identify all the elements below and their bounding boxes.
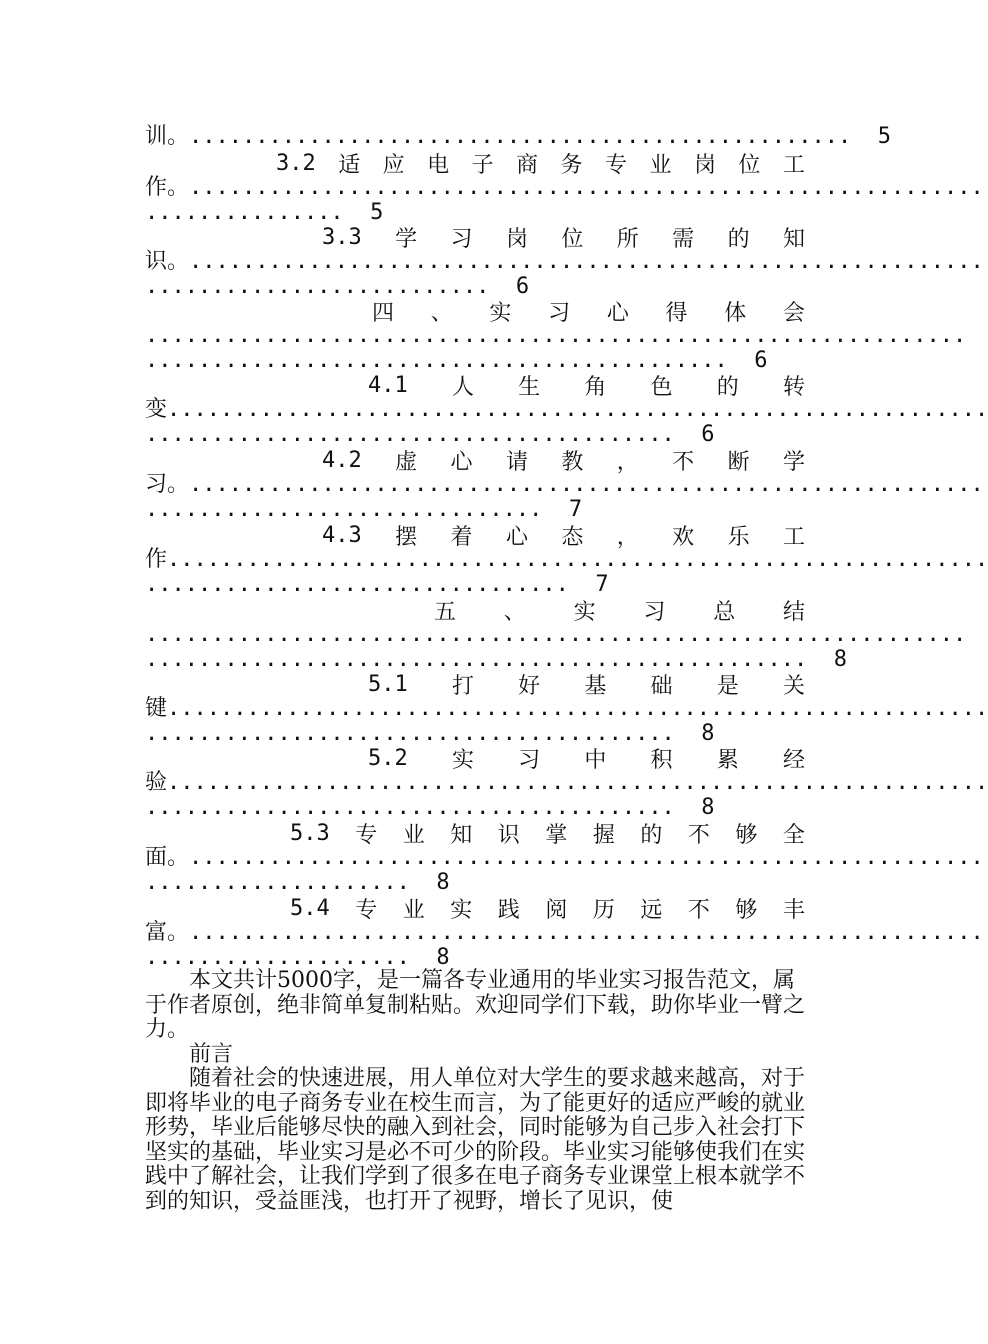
toc-entry-line: 验..............................................................: [145, 770, 988, 795]
toc-heading-3-2: 3.2 适 应 电 子 商 务 专 业 岗 位 工: [276, 150, 805, 178]
toc-heading-section-5: 五 、 实 习 总 结: [434, 599, 805, 625]
toc-heading-5-2: 5.2 实 习 中 积 累 经: [368, 745, 805, 773]
body-text: [145, 969, 805, 1214]
toc-heading-3-3: 3.3 学 习 岗 位 所 需 的 知: [322, 224, 805, 252]
intro-paragraph: 本文共计5000字，是一篇各专业通用的毕业实习报告范文，属于作者原创，绝非简单复制粘贴。欢迎同学们下载，助你毕业一臂之力。: [145, 968, 806, 1042]
toc-entry-line: 作..............................................................: [145, 547, 988, 572]
toc-entry-line: 习。............................................................: [145, 472, 984, 497]
toc-entry-line: ........................................ 8: [145, 795, 715, 820]
toc-heading-4-3: 4.3 摆 着 心 态 ， 欢 乐 工: [322, 522, 805, 550]
toc-entry-line: ..............................................................: [145, 323, 967, 348]
toc-entry-line: ................................ 7: [145, 572, 609, 597]
preface-title: 前言: [189, 1041, 234, 1067]
toc-entry-line: 识。............................................................: [145, 249, 984, 274]
toc-entry-line: ..............................................................: [145, 622, 967, 647]
toc-entry-line: .................... 8: [145, 870, 450, 895]
toc-entry-line: ........................................ 8: [145, 721, 715, 746]
toc-entry-line: .................................................. 8: [145, 647, 847, 672]
toc-heading-5-3: 5.3 专 业 知 识 掌 握 的 不 够 全: [290, 820, 805, 848]
preface-paragraph: 随着社会的快速进展，用人单位对大学生的要求越来越高，对于即将毕业的电子商务专业在校生而言，为了能更好的适应严峻的就业形势，毕业后能够尽快的融入到社会，同时能够为自己步入社会打下坚实的基础，毕业实习是必不可少的阶段。毕业实习能够使我们在实践中了解社会，让我们学到了很多在电子商务专业课堂上根本就学不到的知识，受益匪浅，也打开了视野，增长了见识，使: [145, 1066, 806, 1214]
toc-heading-4-2: 4.2 虚 心 请 教 ， 不 断 学: [322, 447, 805, 475]
toc-entry-line: 面。............................................................: [145, 845, 984, 870]
toc-entry-line: ........................................ 6: [145, 422, 715, 447]
toc-entry-line: ............... 5: [145, 200, 384, 225]
toc-heading-4-1: 4.1 人 生 角 色 的 转: [368, 372, 805, 400]
toc-entry-line: ............................................ 6: [145, 348, 768, 373]
toc-heading-5-1: 5.1 打 好 基 础 是 关: [368, 671, 805, 699]
toc-entry-line: 训。.................................................. 5: [145, 124, 891, 149]
toc-entry-line: 富。............................................................: [145, 920, 984, 945]
toc-entry-line: .............................. 7: [145, 497, 583, 522]
toc-entry-line: 变..............................................................: [145, 397, 988, 422]
toc-entry-line: 键..............................................................: [145, 696, 988, 721]
toc-entry-line: 作。............................................................: [145, 175, 984, 200]
toc-entry-line: .................... 8: [145, 945, 450, 970]
toc-heading-5-4: 5.4 专 业 实 践 阅 历 远 不 够 丰: [290, 895, 805, 923]
toc-heading-section-4: 四 、 实 习 心 得 体 会: [372, 300, 805, 326]
toc-entry-line: .......................... 6: [145, 274, 530, 299]
